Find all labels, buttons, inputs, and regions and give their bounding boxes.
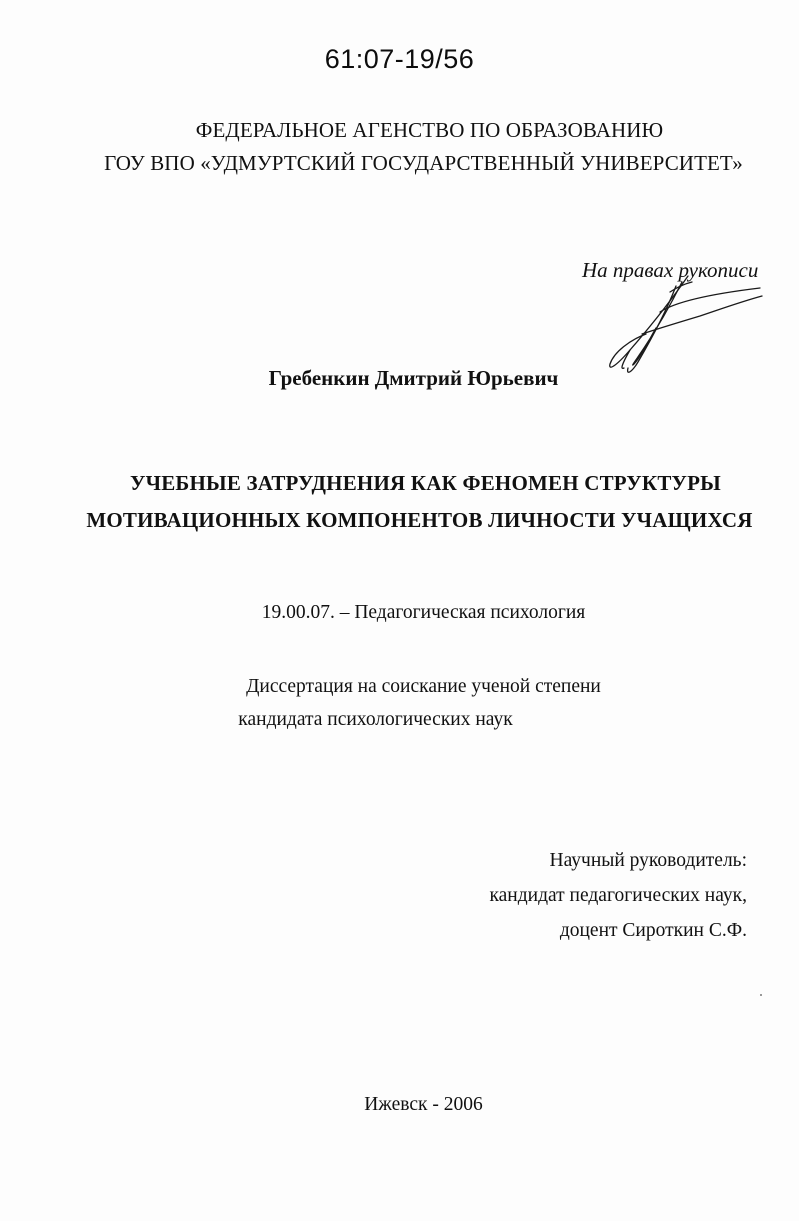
university-name: ГОУ ВПО «УДМУРТСКИЙ ГОСУДАРСТВЕННЫЙ УНИВЕРСИТЕТ» [104, 151, 743, 175]
archive-stamp-number: 61:07-19/56 [324, 44, 475, 74]
specialty-code: 19.00.07. – Педагогическая психология [261, 602, 586, 623]
degree-description: Диссертация на соискание ученой степени [246, 676, 601, 697]
city-year: Ижевск - 2006 [364, 1094, 483, 1115]
supervisor-heading: Научный руководитель: [549, 850, 747, 871]
supervisor-degree: кандидат педагогических наук, [489, 885, 747, 906]
dissertation-title-line: УЧЕБНЫЕ ЗАТРУДНЕНИЯ КАК ФЕНОМЕН СТРУКТУРЫ [130, 471, 721, 495]
scan-speck [760, 994, 762, 996]
dissertation-title-line: МОТИВАЦИОННЫХ КОМПОНЕНТОВ ЛИЧНОСТИ УЧАЩИХСЯ [86, 508, 753, 532]
supervisor-name: доцент Сироткин С.Ф. [559, 920, 747, 941]
author-name: Гребенкин Дмитрий Юрьевич [268, 366, 559, 390]
agency-name: ФЕДЕРАЛЬНОЕ АГЕНСТВО ПО ОБРАЗОВАНИЮ [195, 118, 664, 142]
rights-note: На правах рукописи [582, 258, 759, 282]
degree-description: кандидата психологических наук [238, 709, 513, 730]
